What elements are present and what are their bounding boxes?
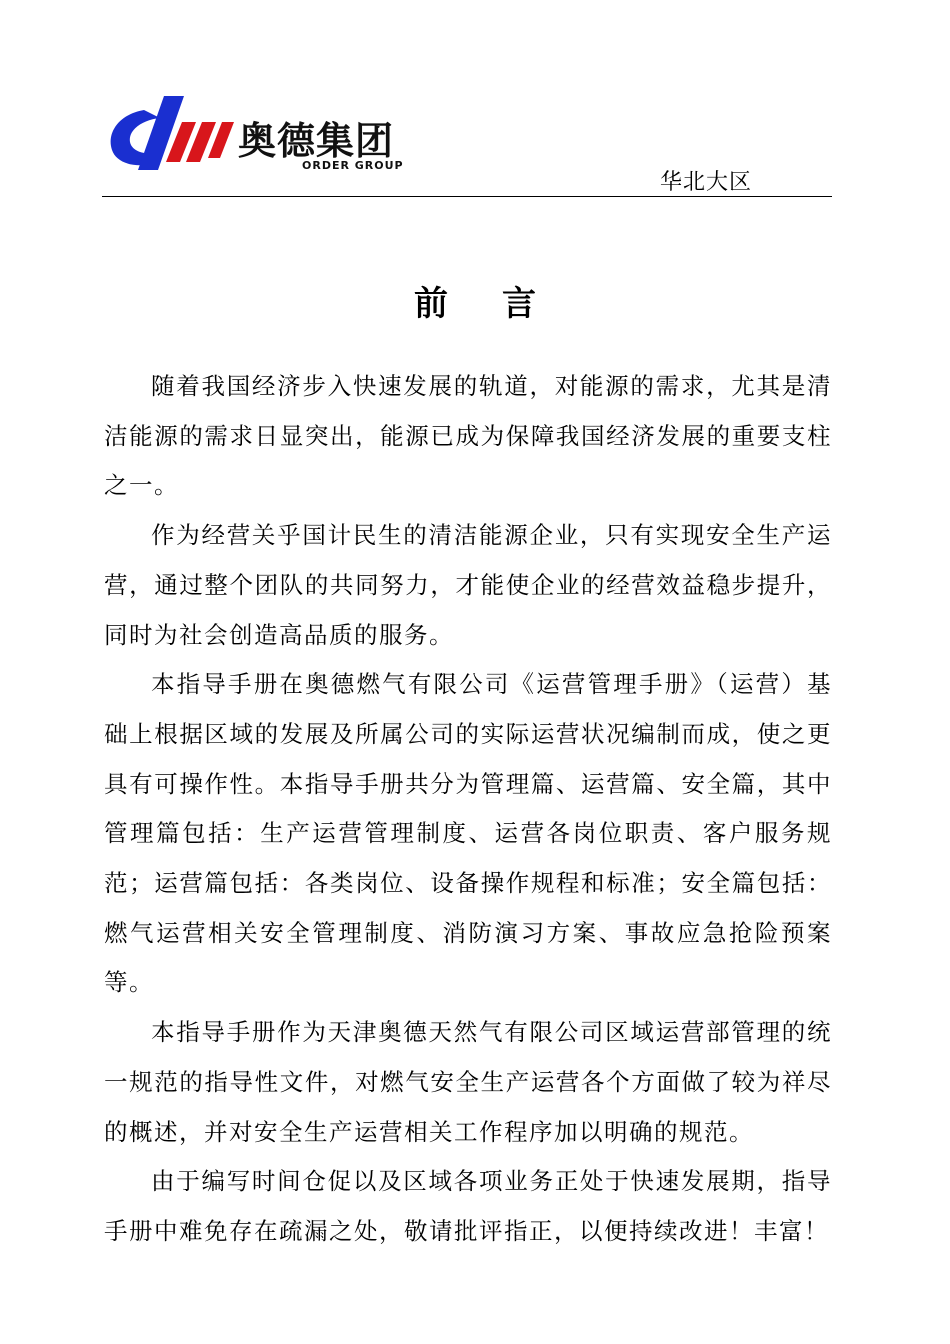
paragraph: 作为经营关乎国计民生的清洁能源企业，只有实现安全生产运营，通过整个团队的共同努力，才能使企业的经营效益稳步提升，同时为社会创造高品质的服务。 bbox=[104, 521, 832, 649]
header-divider bbox=[102, 196, 832, 197]
paragraph: 随着我国经济步入快速发展的轨道，对能源的需求，尤其是清洁能源的需求日显突出，能源已成为保障我国经济发展的重要支柱之一。 bbox=[104, 372, 832, 500]
region-label: 华北大区 bbox=[659, 170, 752, 195]
preface-body bbox=[104, 362, 832, 1257]
paragraph: 本指导手册作为天津奥德天然气有限公司区域运营部管理的统一规范的指导性文件，对燃气安全生产运营各个方面做了较为祥尽的概述，并对安全生产运营相关工作程序加以明确的规范。 bbox=[104, 1018, 832, 1146]
logo-english-text: ORDER GROUP bbox=[302, 159, 404, 172]
paragraph: 本指导手册在奥德燃气有限公司《运营管理手册》（运营）基础上根据区域的发展及所属公司的实际运营状况编制而成，使之更具有可操作性。本指导手册共分为管理篇、运营篇、安全篇，其中管理篇包括：生产运营管理制度、运营各岗位职责、客户服务规范；运营篇包括：各类岗位、设备操作规程和标准；安全篇包括：燃气运营相关安全管理制度、消防演习方案、事故应急抢险预案等。 bbox=[104, 670, 832, 997]
company-logo bbox=[102, 92, 422, 177]
page-title: 前言 bbox=[414, 284, 590, 324]
page-header bbox=[102, 92, 832, 200]
logo-chinese-text: 奥德集团 bbox=[238, 119, 395, 163]
paragraph: 由于编写时间仓促以及区域各项业务正处于快速发展期，指导手册中难免存在疏漏之处，敬请批评指正，以便持续改进！丰富！ bbox=[104, 1167, 832, 1245]
logo-mark-icon bbox=[102, 92, 242, 177]
